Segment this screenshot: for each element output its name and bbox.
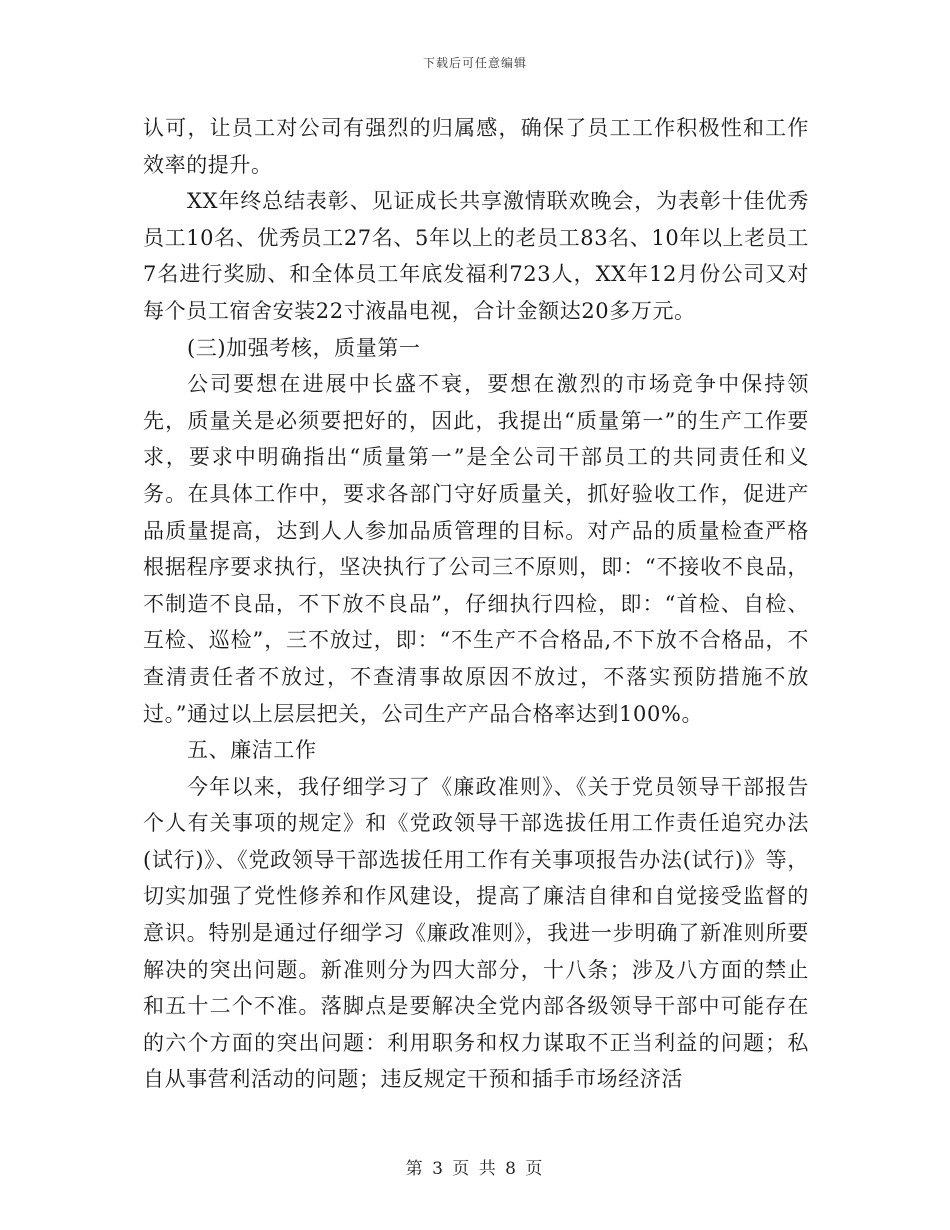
page-header: 下载后可任意编辑 <box>422 56 527 70</box>
paragraph-1: 认可，让员工对公司有强烈的归属感，确保了员工工作积极性和工作效率的提升。 <box>143 116 809 177</box>
document-body <box>143 110 809 1098</box>
page-number: 第 3 页 共 8 页 <box>405 1159 545 1179</box>
paragraph-4: 今年以来，我仔细学习了《廉政准则》、《关于党员领导干部报告个人有关事项的规定》和《党政领导干部选拔任用工作责任追究办法(试行)》、《党政领导干部选拔任用工作有关事项报告办法(试行)》等，切实加强了党性修养和作风建设，提高了廉洁自律和自觉接受监督的意识。特别是通过仔细学习《廉政准则》，我进一步明确了新准则所要解决的突出问题。新准则分为四大部分，十八条；涉及八方面的禁止和五十二个不准。落脚点是要解决全党内部各级领导干部中可能存在的六个方面的突出问题：利用职务和权力谋取不正当利益的问题；私自从事营利活动的问题；违反规定干预和插手市场经济活 <box>143 774 809 1092</box>
paragraph-2: XX年终总结表彰、见证成长共享激情联欢晚会，为表彰十佳优秀员工10名、优秀员工27名、5年以上的老员工83名、10年以上老员工7名进行奖励、和全体员工年底发福利723人，XX年12月份公司又对每个员工宿舍安装22寸液晶电视，合计金额达20多万元。 <box>143 189 809 323</box>
section-heading-quality: (三)加强考核，质量第一 <box>187 335 421 360</box>
section-heading-integrity: 五、廉洁工作 <box>187 738 317 763</box>
paragraph-3: 公司要想在进展中长盛不衰，要想在激烈的市场竞争中保持领先，质量关是必须要把好的，因此，我提出“质量第一”的生产工作要求，要求中明确指出“质量第一”是全公司干部员工的共同责任和义务。在具体工作中，要求各部门守好质量关，抓好验收工作，促进产品质量提高，达到人人参加品质管理的目标。对产品的质量检查严格根据程序要求执行，坚决执行了公司三不原则，即：“不接收不良品，不制造不良品，不下放不良品”，仔细执行四检，即：“首检、自检、互检、巡检”，三不放过，即：“不生产不合格品,不下放不合格品，不查清责任者不放过，不查清事故原因不放过，不落实预防措施不放过。”通过以上层层把关，公司生产产品合格率达到100%。 <box>143 372 809 726</box>
